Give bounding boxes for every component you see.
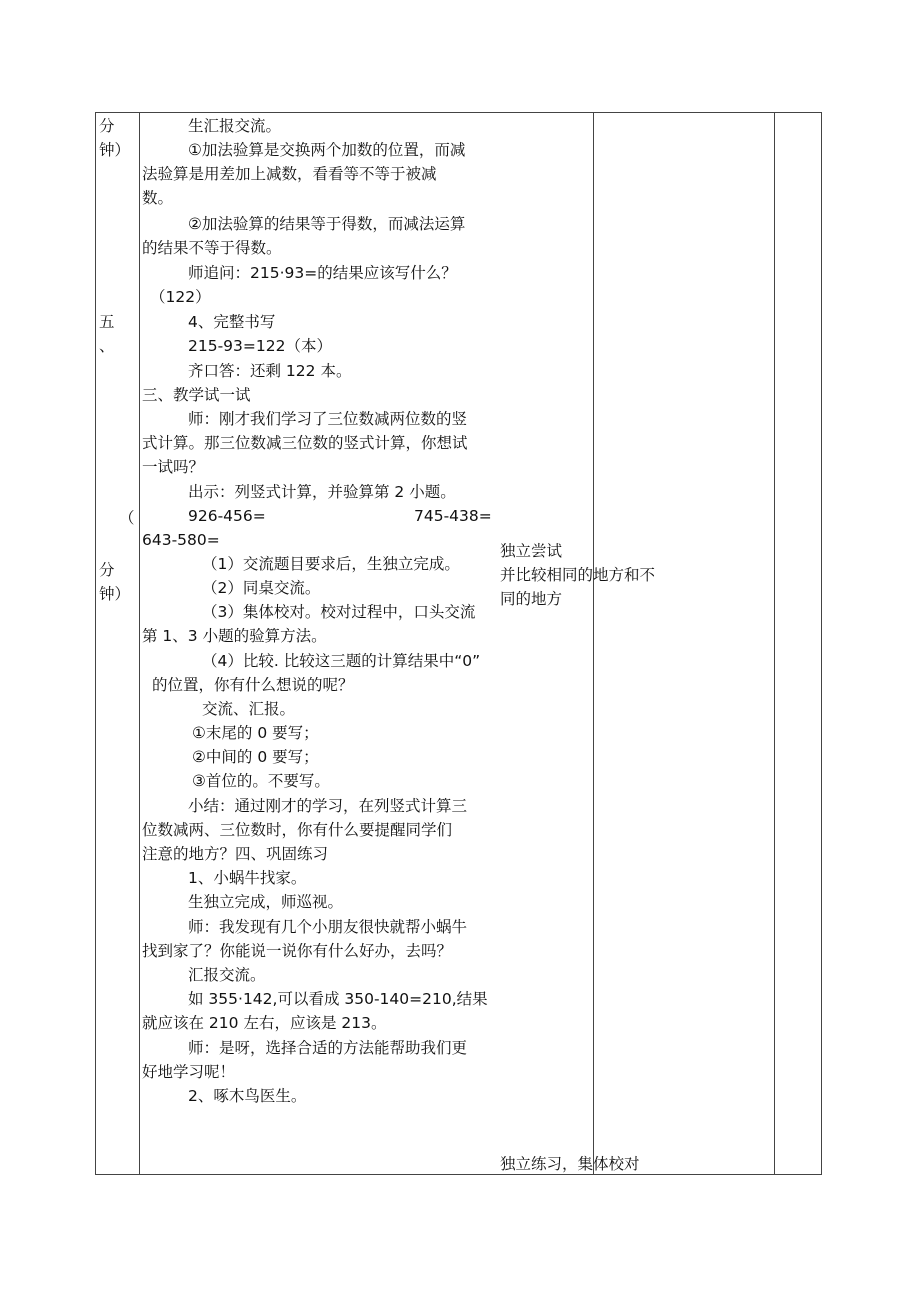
time-label: 分: [99, 561, 115, 579]
process-line: 就应该在 210 左右，应该是 213。: [142, 1014, 387, 1032]
process-line: （3）集体校对。校对过程中，口头交流: [202, 603, 476, 621]
exercise-item: 745-438=: [414, 507, 492, 525]
process-line: 如 355·142,可以看成 350-140=210,结果: [188, 990, 488, 1008]
exercise-item: 643-580=: [142, 531, 220, 549]
process-line: ③首位的。不要写。: [192, 772, 330, 790]
process-line: 的位置，你有什么想说的呢？: [152, 676, 354, 694]
process-line: 交流、汇报。: [202, 700, 296, 718]
process-line: 齐口答：还剩 122 本。: [188, 362, 352, 380]
process-line: ②中间的 0 要写；: [192, 748, 319, 766]
process-line: （122）: [150, 288, 211, 306]
process-line: 师追问：215·93=的结果应该写什么？: [188, 264, 457, 282]
process-line: （1）交流题目要求后，生独立完成。: [202, 555, 460, 573]
process-line: 注意的地方？四、巩固练习: [142, 845, 329, 863]
time-label: 钟）: [99, 585, 131, 603]
process-line: 1、小蜗牛找家。: [188, 869, 307, 887]
notes-column: [775, 113, 821, 1174]
process-line: 第 1、3 小题的验算方法。: [142, 627, 327, 645]
process-line: 小结：通过刚才的学习，在列竖式计算三: [188, 797, 468, 815]
process-line: 好地学习呢！: [142, 1063, 236, 1081]
process-line: 数。: [142, 189, 174, 207]
activity-text: 并比较相同的地方和不: [500, 566, 656, 584]
time-label: （: [119, 509, 135, 527]
process-line: 生汇报交流。: [188, 117, 282, 135]
section-number: 五: [99, 313, 115, 331]
activity-text: 独立练习，集体校对: [500, 1155, 640, 1173]
process-line: （2）同桌交流。: [202, 579, 321, 597]
process-line: ②加法验算的结果等于得数，而减法运算: [188, 215, 466, 233]
activity-text: 独立尝试: [500, 542, 563, 560]
activity-text: 同的地方: [500, 590, 563, 608]
time-label: 钟）: [99, 141, 131, 159]
process-line: 出示：列竖式计算，并验算第 2 小题。: [188, 483, 456, 501]
process-line: 师：刚才我们学习了三位数减两位数的竖: [188, 410, 468, 428]
process-line: 找到家了？你能说一说你有什么好办，去吗？: [142, 942, 453, 960]
process-line: 位数减两、三位数时，你有什么要提醒同学们: [142, 821, 453, 839]
time-column: [96, 113, 140, 1174]
process-line: ①加法验算是交换两个加数的位置，而减: [188, 141, 466, 159]
time-label: 分: [99, 117, 115, 135]
exercise-item: 926-456=: [188, 507, 266, 525]
process-line: 4、完整书写: [188, 313, 276, 331]
process-line: （4）比较. 比较这三题的计算结果中“0”: [202, 652, 481, 670]
process-line: 师：我发现有几个小朋友很快就帮小蜗牛: [188, 918, 468, 936]
section-number: 、: [99, 337, 115, 355]
process-line: 师：是呀，选择合适的方法能帮助我们更: [188, 1039, 468, 1057]
process-line: 法验算是用差加上减数，看看等不等于被减: [142, 165, 437, 183]
section-heading: 三、教学试一试: [142, 386, 251, 404]
process-line: 215-93=122（本）: [188, 337, 332, 355]
process-line: 一试吗？: [142, 458, 205, 476]
student-activity-column: [594, 113, 775, 1174]
process-line: 汇报交流。: [188, 966, 266, 984]
process-line: 的结果不等于得数。: [142, 239, 282, 257]
process-line: 生独立完成，师巡视。: [188, 893, 344, 911]
process-line: 式计算。那三位数减三位数的竖式计算，你想试: [142, 434, 468, 452]
process-line: 2、啄木鸟医生。: [188, 1087, 307, 1105]
process-line: ①末尾的 0 要写；: [192, 724, 319, 742]
